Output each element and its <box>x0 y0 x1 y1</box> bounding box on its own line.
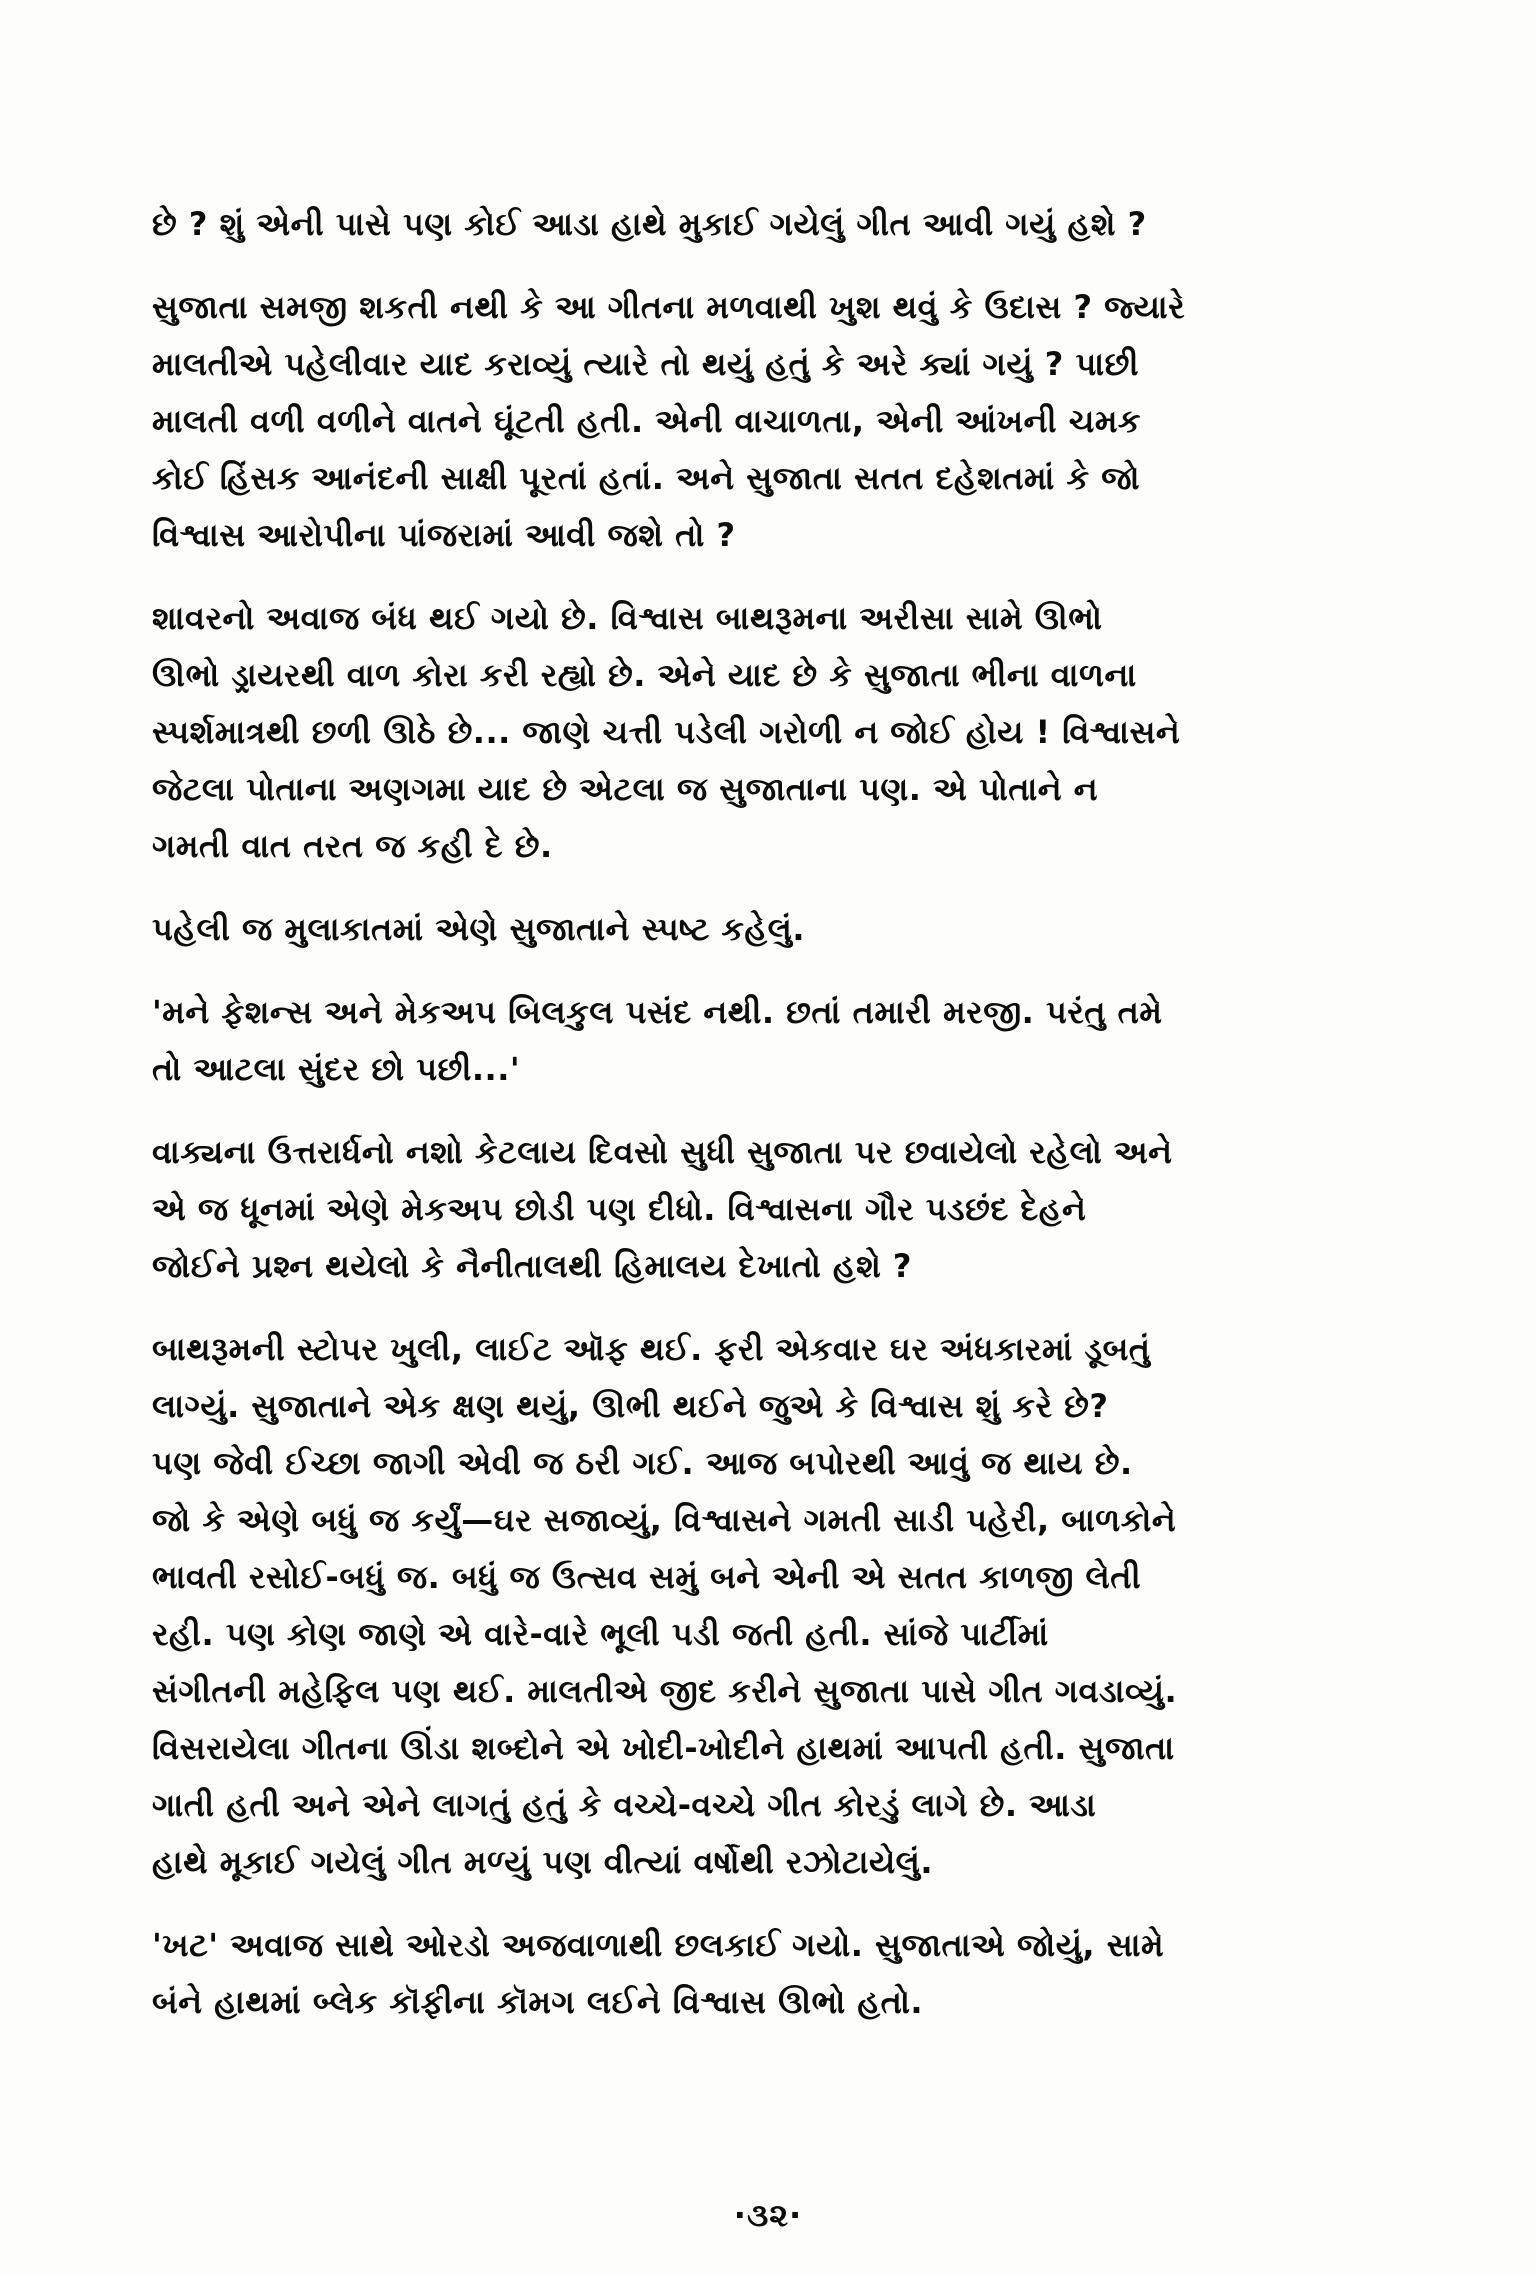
paragraph-first-meeting: પહેલી જ મુલાકાતમાં એણે સુજાતાને સ્પષ્ટ કહેલું. <box>152 910 806 948</box>
paragraph-sujata-doubt: સુજાતા સમજી શકતી નથી કે આ ગીતના મળવાથી ખુશ થવું કે ઉદાસ ? જ્યારે માલતીએ પહેલીવાર યાદ કરાવ્યું ત્યારે તો થયું હતું કે અરે ક્યાં ગયું ? પાછી માલતી વળી વળીને વાતને ઘૂંટતી હતી. એની વાચાળતા, એની આંખની ચમક કોઈ હિંસક આનંદની સાક્ષી પૂરતાં હતાં. અને સુજાતા સતત દહેશતમાં કે જો વિશ્વાસ આરોપીના પાંજરામાં આવી જશે તો ? <box>152 288 1186 554</box>
paragraph-sentence-effect: વાક્યના ઉત્તરાર્ધનો નશો કેટલાય દિવસો સુધી સુજાતા પર છવાયેલો રહેલો અને એ જ ધૂનમાં એણે મેકઅપ છોડી પણ દીધો. વિશ્વાસના ગૌર પડછંદ દેહને જોઈને પ્રશ્ન થયેલો કે નૈનીતાલથી હિમાલય દેખાતો હશે ? <box>152 1133 1173 1285</box>
page-number: ·૩૨· <box>733 2196 803 2234</box>
body-text <box>152 196 1400 2031</box>
paragraph-continuation: છે ? શું એની પાસે પણ કોઈ આડા હાથે મુકાઈ ગયેલું ગીત આવી ગયું હશે ? <box>152 205 1147 243</box>
paragraph-shower: શાવરનો અવાજ બંધ થઈ ગયો છે. વિશ્વાસ બાથરૂમના અરીસા સામે ઊભો ઊભો ડ્રાયરથી વાળ કોરા કરી રહ્યો છે. એને યાદ છે કે સુજાતા ભીના વાળના સ્પર્શમાત્રથી છળી ઊઠે છે... જાણે ચત્તી પડેલી ગરોળી ન જોઈ હોય ! વિશ્વાસને જેટલા પોતાના અણગમા યાદ છે એટલા જ સુજાતાના પણ. એ પોતાને ન ગમતી વાત તરત જ કહી દે છે. <box>152 599 1181 865</box>
paragraph-quote: 'મને ફેશન્સ અને મેકઅપ બિલકુલ પસંદ નથી. છતાં તમારી મરજી. પરંતુ તમે તો આટલા સુંદર છો પછી...' <box>152 993 1163 1088</box>
paragraph-light: 'ખટ' અવાજ સાથે ઓરડો અજવાળાથી છલકાઈ ગયો. સુજાતાએ જોયું, સામે બંને હાથમાં બ્લેક કૉફીના કૉમગ લઈને વિશ્વાસ ઊભો હતો. <box>152 1926 1165 2021</box>
paragraph-bathroom: બાથરૂમની સ્ટોપર ખુલી, લાઈટ ઑફ થઈ. ફરી એકવાર ઘર અંધકારમાં ડૂબતું લાગ્યું. સુજાતાને એક ક્ષણ થયું, ઊભી થઈને જુએ કે વિશ્વાસ શું કરે છે? પણ જેવી ઈચ્છા જાગી એવી જ ઠરી ગઈ. આજ બપોરથી આવું જ થાય છે. જો કે એણે બધું જ કર્યું—ઘર સજાવ્યું, વિશ્વાસને ગમતી સાડી પહેરી, બાળકોને ભાવતી રસોઈ-બધું જ. બધું જ ઉત્સવ સમું બને એની એ સતત કાળજી લેતી રહી. પણ કોણ જાણે એ વારે-વારે ભૂલી પડી જતી હતી. સાંજે પાર્ટીમાં સંગીતની મહેફિલ પણ થઈ. માલતીએ જીદ કરીને સુજાતા પાસે ગીત ગવડાવ્યું. વિસરાયેલા ગીતના ઊંડા શબ્દોને એ ખોદી-ખોદીને હાથમાં આપતી હતી. સુજાતા ગાતી હતી અને એને લાગતું હતું કે વચ્ચે-વચ્ચે ગીત કોરડું લાગે છે. આડા હાથે મૂકાઈ ગયેલું ગીત મળ્યું પણ વીત્યાં વર્ષોથી રઝોટાયેલું. <box>152 1330 1178 1881</box>
